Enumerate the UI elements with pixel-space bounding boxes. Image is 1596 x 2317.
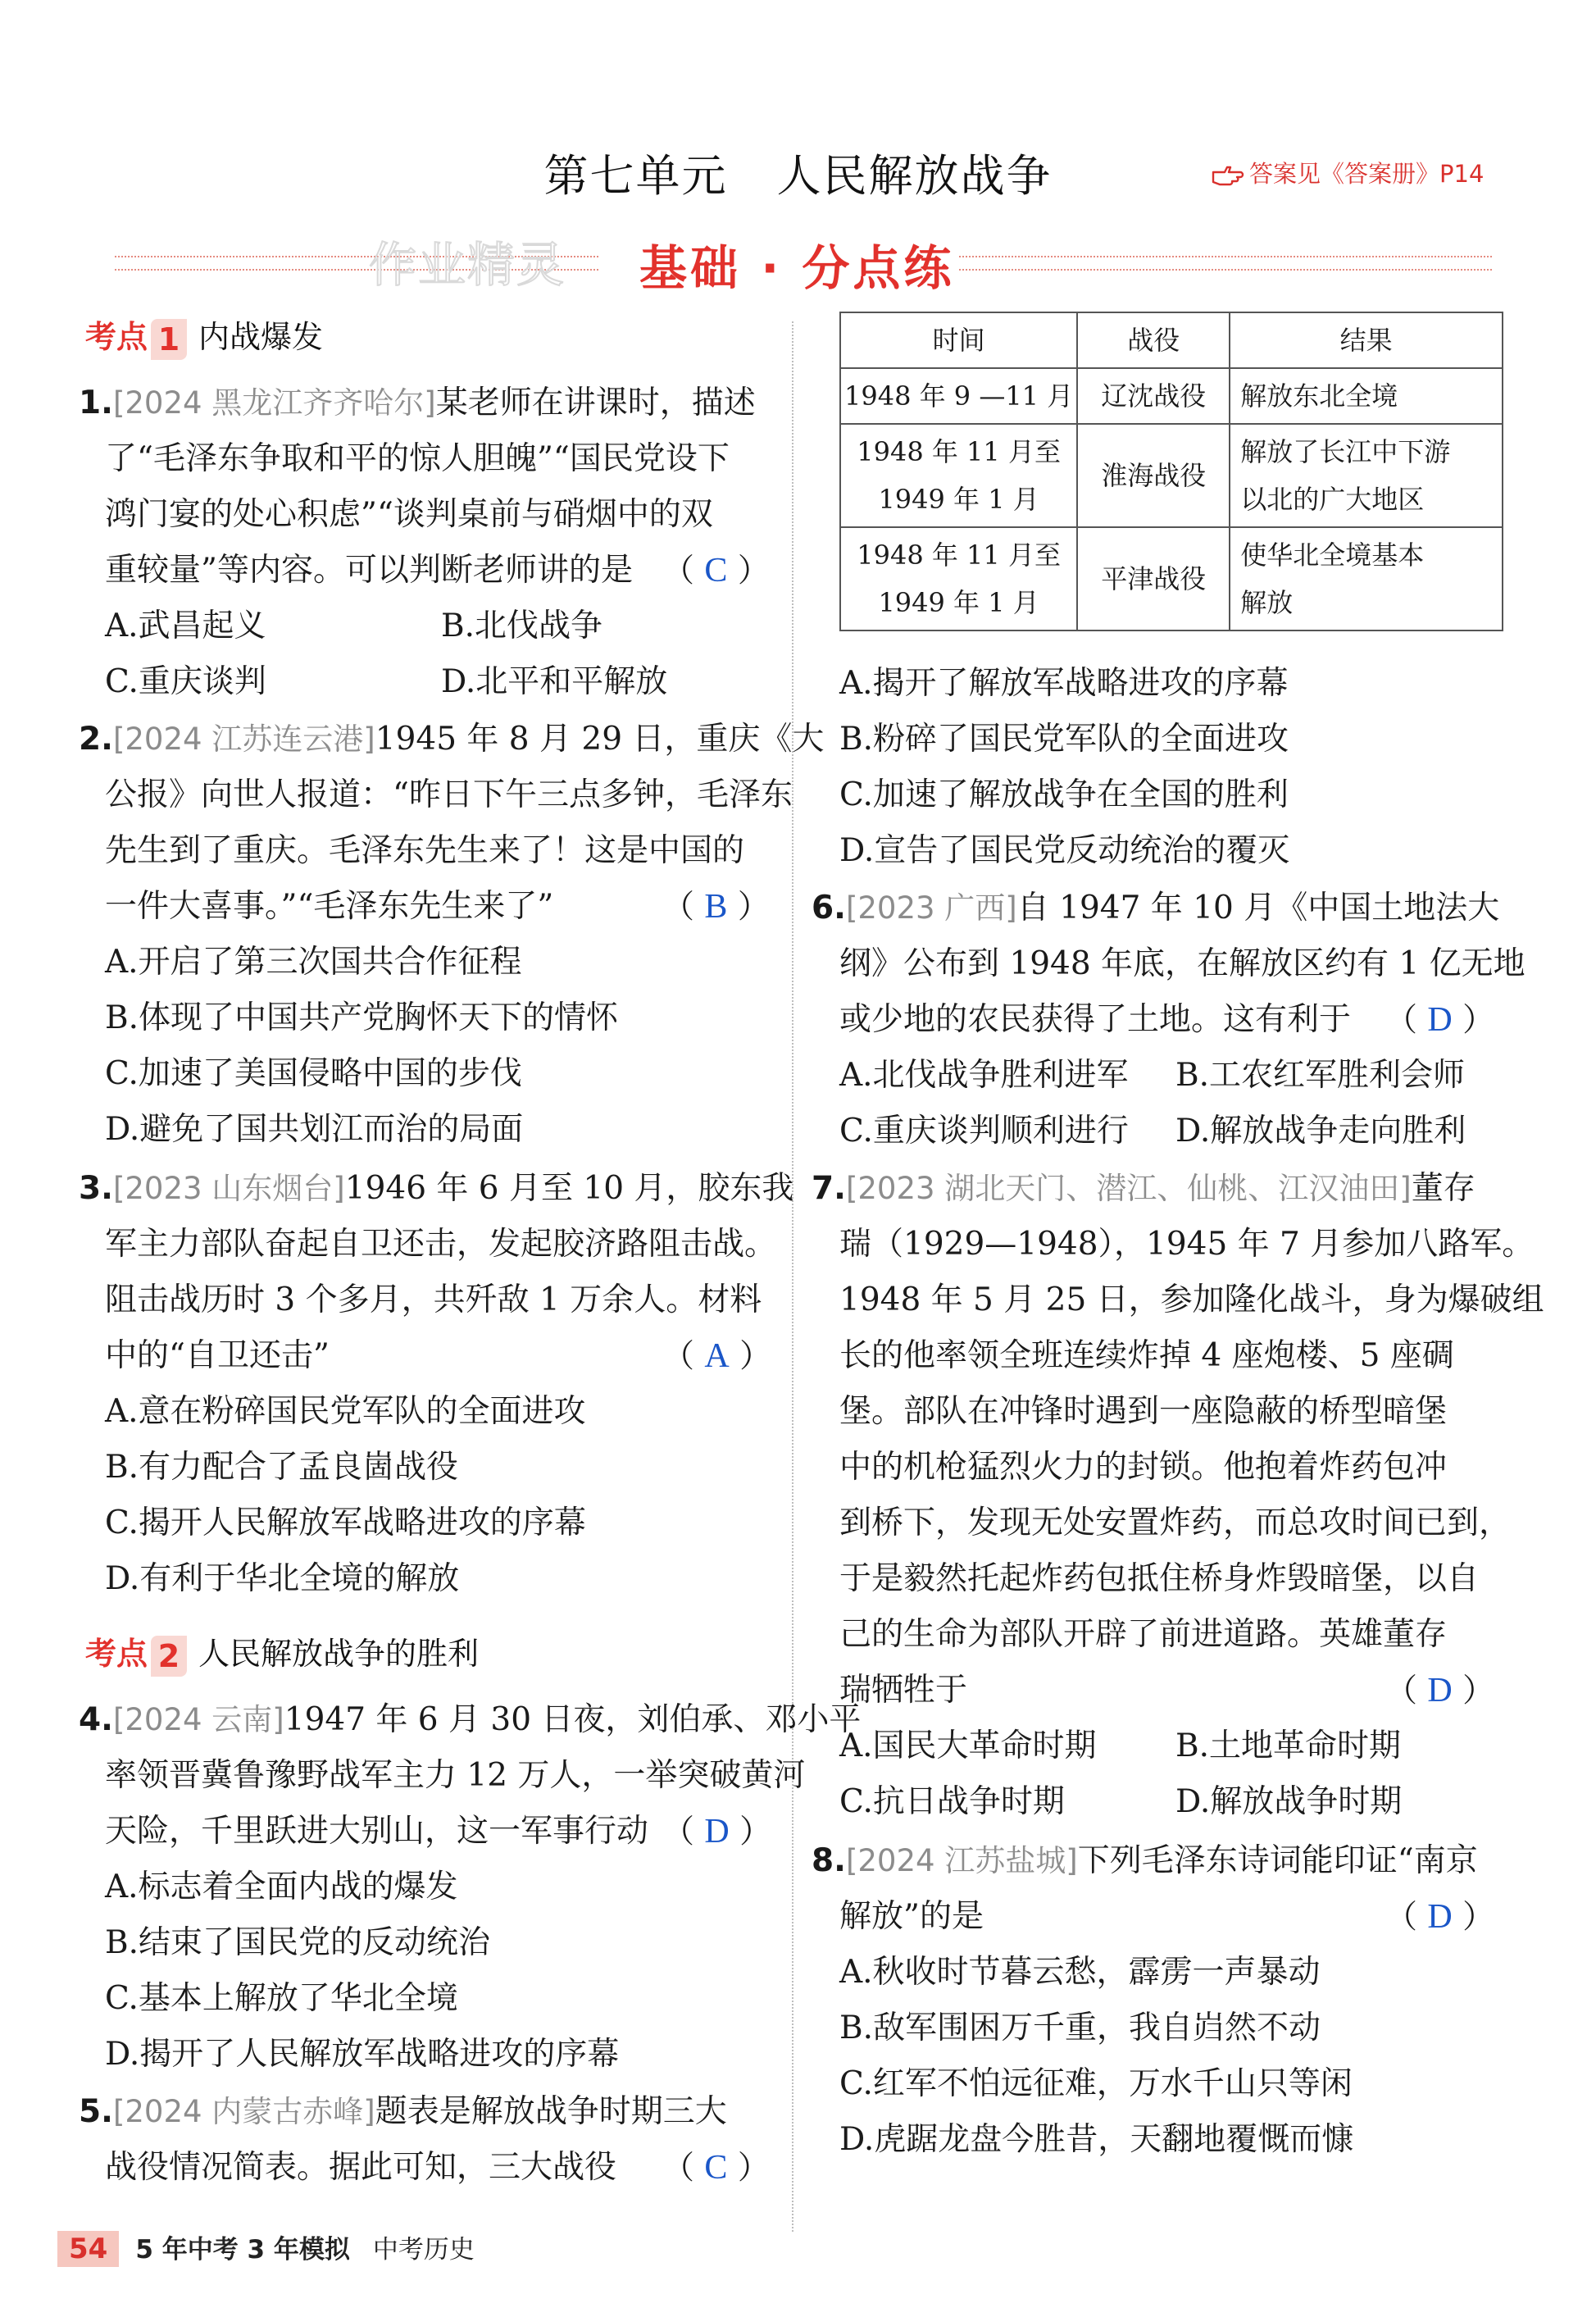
answer-bracket: （ D ） — [1385, 1672, 1495, 1709]
table-cell-result — [1230, 424, 1503, 527]
question-text: 了“毛泽东争取和平的惊人胆魄”“国民党设下 — [105, 440, 730, 477]
table-row — [840, 368, 1503, 424]
table-row — [840, 424, 1503, 527]
option-c: C.揭开人民解放军战略进攻的序幕 — [105, 1504, 586, 1541]
table-cell-battle: 辽沈战役 — [1077, 368, 1230, 424]
question-text: 1948 年 5 月 25 日，参加隆化战斗，身为爆破组 — [839, 1281, 1544, 1318]
option-d: D.避免了国共划江而治的局面 — [105, 1111, 524, 1148]
unit-name: 人民解放战争 — [776, 150, 1053, 202]
question-number: 7. — [812, 1170, 846, 1207]
question-text: 阻击战历时 3 个多月，共歼敌 1 万余人。材料 — [105, 1281, 762, 1318]
practice-banner: 基础 · 分点练 — [639, 240, 955, 296]
option-b: B.有力配合了孟良崮战役 — [105, 1449, 459, 1486]
section-number: 2 — [151, 1636, 187, 1677]
question-text: 己的生命为部队开辟了前进道路。英雄董存 — [839, 1616, 1448, 1653]
question-text: 1947 年 6 月 30 日夜，刘伯承、邓小平 — [284, 1701, 862, 1738]
section-number: 1 — [151, 319, 187, 360]
answer-reference-text: 答案见《答案册》P14 — [1249, 160, 1485, 188]
option-c: C.抗日战争时期 — [839, 1783, 1065, 1820]
section-label: 考点 — [85, 319, 148, 355]
option-d: D.解放战争时期 — [1175, 1783, 1403, 1820]
result-line: 解放 — [1240, 587, 1294, 618]
question-7 — [812, 1161, 1544, 1830]
time-line: 1949 年 1 月 — [878, 484, 1039, 515]
answer-bracket: （ A ） — [662, 1337, 772, 1375]
question-source: [2024 内蒙古赤峰] — [112, 2094, 375, 2129]
option-a: A.秋收时节暮云愁，霹雳一声暴动 — [839, 1954, 1321, 1991]
answer-letter: D — [1427, 1001, 1453, 1039]
question-source: [2024 江苏连云港] — [112, 722, 375, 757]
column-divider — [792, 321, 793, 2232]
option-d: D.宣告了国民党反动统治的覆灭 — [839, 832, 1290, 869]
section-label: 考点 — [85, 1636, 148, 1672]
answer-bracket: （ C ） — [662, 2149, 770, 2187]
question-text: 董存 — [1411, 1170, 1476, 1207]
question-source: [2023 山东烟台] — [112, 1171, 345, 1206]
option-a: A.武昌起义 — [105, 608, 266, 644]
answer-bracket: （ D ） — [1385, 1898, 1495, 1936]
answer-letter: C — [704, 2149, 728, 2187]
page-number: 54 — [57, 2231, 119, 2267]
question-1 — [79, 376, 770, 710]
option-d: D.有利于华北全境的解放 — [105, 1560, 460, 1597]
table-cell-time — [840, 424, 1077, 527]
answer-letter: D — [1427, 1898, 1453, 1936]
option-b: B.粉碎了国民党军队的全面进攻 — [839, 721, 1289, 758]
question-text: 解放”的是 — [839, 1898, 984, 1935]
page-footer — [57, 2228, 475, 2267]
answer-letter: A — [704, 1337, 730, 1375]
question-text: 一件大喜事。”“毛泽东先生来了” — [105, 888, 554, 925]
question-text: 率领晋冀鲁豫野战军主力 12 万人，一举突破黄河 — [105, 1757, 806, 1794]
question-2 — [79, 712, 825, 1158]
question-number: 8. — [812, 1842, 846, 1879]
question-6 — [812, 881, 1533, 1159]
table-header: 时间 — [840, 312, 1077, 368]
table-cell-result — [1230, 527, 1503, 630]
question-text: 或少地的农民获得了土地。这有利于 — [839, 1001, 1352, 1038]
watermark: 作业精灵 — [369, 237, 566, 293]
question-number: 4. — [79, 1701, 113, 1738]
table-cell-battle: 淮海战役 — [1077, 424, 1230, 527]
result-line: 解放了长江中下游 — [1240, 436, 1451, 467]
question-number: 2. — [79, 721, 113, 758]
option-b: B.敌军围困万千重，我自岿然不动 — [839, 2010, 1321, 2046]
section-heading-1 — [85, 312, 323, 360]
question-text: 某老师在讲课时，描述 — [435, 385, 756, 421]
time-line: 1948 年 11 月至 — [857, 539, 1061, 571]
banner-divider-right — [959, 256, 1492, 271]
table-header-row — [840, 312, 1503, 368]
option-d: D.解放战争走向胜利 — [1175, 1113, 1466, 1149]
question-source: [2024 黑龙江齐齐哈尔] — [112, 385, 436, 421]
unit-label: 第七单元 — [543, 150, 728, 202]
question-source: [2024 云南] — [112, 1702, 284, 1737]
option-c: C.加速了美国侵略中国的步伐 — [105, 1055, 522, 1092]
question-number: 3. — [79, 1170, 113, 1207]
answer-letter: B — [704, 888, 728, 926]
answer-reference — [1212, 156, 1484, 189]
option-b: B.体现了中国共产党胸怀天下的情怀 — [105, 999, 619, 1036]
answer-letter: C — [704, 552, 728, 589]
option-c: C.重庆谈判 — [105, 663, 266, 700]
pointing-hand-icon — [1212, 165, 1244, 186]
section-heading-2 — [85, 1628, 479, 1677]
answer-bracket: （ C ） — [662, 552, 770, 589]
question-text: 题表是解放战争时期三大 — [375, 2093, 727, 2130]
table-row — [840, 527, 1503, 630]
battles-table — [839, 312, 1503, 631]
question-text: 于是毅然托起炸药包抵住桥身炸毁暗堡，以自 — [839, 1560, 1480, 1597]
question-3 — [79, 1161, 794, 1607]
question-text: 天险，千里跃进大别山，这一军事行动 — [105, 1813, 649, 1850]
option-b: B.工农红军胜利会师 — [1175, 1057, 1466, 1094]
question-text: 下列毛泽东诗词能印证“南京 — [1077, 1842, 1478, 1879]
question-text: 到桥下，发现无处安置炸药，而总攻时间已到， — [839, 1504, 1512, 1541]
section-title: 人民解放战争的胜利 — [198, 1636, 480, 1672]
option-a: A.揭开了解放军战略进攻的序幕 — [839, 665, 1289, 702]
question-text: 中的机枪猛烈火力的封锁。他抱着炸药包冲 — [839, 1449, 1448, 1486]
question-number: 6. — [812, 890, 846, 926]
question-text: 重较量”等内容。可以判断老师讲的是 — [105, 552, 633, 589]
question-text: 堡。部队在冲锋时遇到一座隐蔽的桥型暗堡 — [839, 1393, 1448, 1430]
option-a: A.标志着全面内战的爆发 — [105, 1869, 458, 1905]
answer-letter: D — [1427, 1672, 1453, 1709]
question-text: 公报》向世人报道：“昨日下午三点多钟，毛泽东 — [105, 776, 793, 813]
option-c: C.红军不怕远征难，万水千山只等闲 — [839, 2065, 1353, 2102]
question-source: [2024 江苏盐城] — [845, 1843, 1078, 1878]
option-a: A.意在粉碎国民党军队的全面进攻 — [105, 1393, 586, 1430]
option-c: C.加速了解放战争在全国的胜利 — [839, 776, 1289, 813]
question-text: 军主力部队奋起自卫还击，发起胶济路阻击战。 — [105, 1226, 777, 1263]
answer-bracket: （ B ） — [662, 888, 770, 926]
question-text: 1945 年 8 月 29 日，重庆《大 — [375, 721, 825, 758]
question-text: 瑞牺牲于 — [839, 1672, 968, 1709]
table-header: 结果 — [1230, 312, 1503, 368]
question-text: 纲》公布到 1948 年底，在解放区约有 1 亿无地 — [839, 945, 1526, 982]
option-d: D.揭开了人民解放军战略进攻的序幕 — [105, 2036, 620, 2073]
answer-bracket: （ D ） — [1385, 1001, 1495, 1039]
section-title: 内战爆发 — [198, 319, 324, 355]
question-text: 自 1947 年 10 月《中国土地法大 — [1016, 890, 1500, 926]
question-source: [2023 广西] — [845, 890, 1017, 926]
option-b: B.北伐战争 — [441, 608, 603, 644]
table-header: 战役 — [1077, 312, 1230, 368]
result-line: 以北的广大地区 — [1240, 484, 1425, 515]
question-text: 中的“自卫还击” — [105, 1337, 330, 1374]
table-cell-battle: 平津战役 — [1077, 527, 1230, 630]
option-b: B.结束了国民党的反动统治 — [105, 1924, 491, 1961]
option-c: C.基本上解放了华北全境 — [105, 1980, 458, 2017]
question-text: 1946 年 6 月至 10 月，胶东我 — [344, 1170, 794, 1207]
time-line: 1949 年 1 月 — [878, 587, 1039, 618]
table-cell-time — [840, 527, 1077, 630]
answer-bracket: （ D ） — [662, 1813, 772, 1850]
question-5-options — [839, 656, 1561, 879]
question-number: 1. — [79, 385, 113, 421]
question-5 — [79, 2084, 770, 2196]
question-text: 长的他率领全班连续炸掉 4 座炮楼、5 座碉 — [839, 1337, 1454, 1374]
question-text: 鸿门宴的处心积虑”“谈判桌前与硝烟中的双 — [105, 496, 713, 533]
option-c: C.重庆谈判顺利进行 — [839, 1113, 1129, 1149]
question-4 — [79, 1692, 862, 2083]
question-text: 战役情况简表。据此可知，三大战役 — [105, 2149, 617, 2186]
answer-letter: D — [704, 1813, 730, 1850]
option-d: D.虎踞龙盘今胜昔，天翻地覆慨而慷 — [839, 2121, 1354, 2158]
table-cell-result: 解放东北全境 — [1230, 368, 1503, 424]
option-a: A.开启了第三次国共合作征程 — [105, 944, 522, 981]
book-series: 5 年中考 3 年模拟 — [135, 2235, 350, 2265]
time-line: 1948 年 11 月至 — [857, 436, 1061, 467]
result-line: 使华北全境基本 — [1240, 539, 1425, 571]
question-number: 5. — [79, 2093, 113, 2130]
question-8 — [812, 1833, 1533, 2168]
question-text: 瑞（1929—1948），1945 年 7 月参加八路军。 — [839, 1226, 1535, 1263]
question-source: [2023 湖北天门、潜江、仙桃、江汉油田] — [845, 1171, 1412, 1206]
table-cell-time: 1948 年 9 —11 月 — [840, 368, 1077, 424]
question-text: 先生到了重庆。毛泽东先生来了！这是中国的 — [105, 832, 745, 869]
option-d: D.北平和平解放 — [441, 663, 668, 700]
option-b: B.土地革命时期 — [1175, 1728, 1402, 1764]
book-subject: 中考历史 — [372, 2235, 475, 2265]
option-a: A.北伐战争胜利进军 — [839, 1057, 1129, 1094]
option-a: A.国民大革命时期 — [839, 1728, 1097, 1764]
